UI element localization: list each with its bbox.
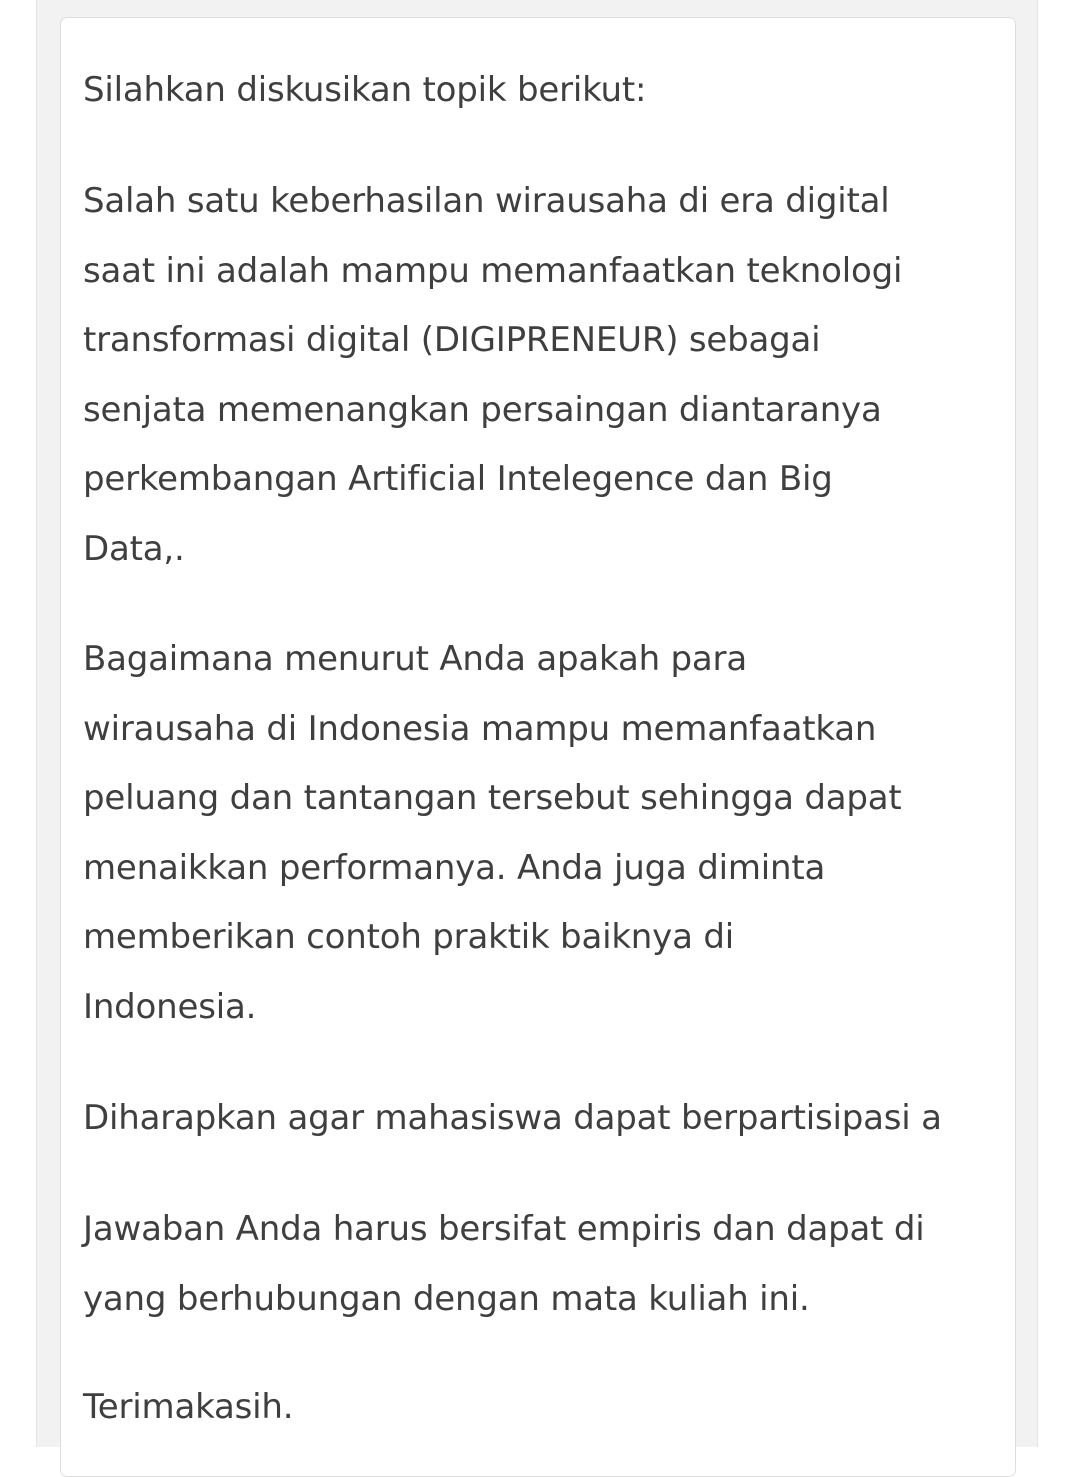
paragraph-line: menaikkan performanya. Anda juga diminta <box>83 847 826 888</box>
paragraph-line: Salah satu keberhasilan wirausaha di era digital <box>83 181 890 221</box>
paragraph-line: Jawaban Anda harus bersifat empiris dan dapat di <box>83 1209 925 1249</box>
intro-text <box>83 56 646 126</box>
paragraph-line: saat ini adalah mampu memanfaatkan teknologi <box>83 250 903 291</box>
paragraph-line: peluang dan tantangan tersebut sehingga dapat <box>83 778 902 818</box>
question-paragraph <box>83 625 902 1042</box>
paragraph-line: Bagaimana menurut Anda apakah para <box>83 639 747 679</box>
participation-paragraph <box>83 1084 942 1154</box>
paragraph-line: wirausaha di Indonesia mampu memanfaatkan <box>83 708 877 749</box>
paragraph-line: Data,. <box>83 528 185 569</box>
paragraph-line: senjata memenangkan persaingan diantaranya <box>83 389 882 430</box>
paragraph-line: Diharapkan agar mahasiswa dapat berpartisipasi a <box>83 1098 942 1138</box>
topic-paragraph <box>83 167 902 584</box>
closing-line: Terimakasih. <box>83 1387 294 1427</box>
intro-line: Silahkan diskusikan topik berikut: <box>83 70 647 110</box>
paragraph-line: memberikan contoh praktik baiknya di <box>83 917 734 957</box>
paragraph-line: yang berhubungan dengan mata kuliah ini. <box>83 1278 810 1319</box>
paragraph-line: transformasi digital (DIGIPRENEUR) sebagai <box>83 320 821 360</box>
answer-requirements-paragraph <box>83 1195 925 1334</box>
paragraph-line: Indonesia. <box>83 986 257 1027</box>
paragraph-line: perkembangan Artificial Intelegence dan Big <box>83 459 833 499</box>
closing-text <box>83 1373 293 1443</box>
discussion-post-card <box>60 17 1016 1477</box>
